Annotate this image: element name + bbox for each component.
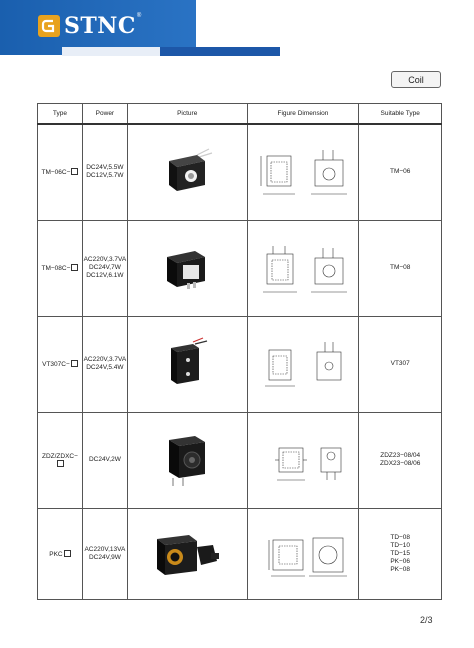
picture-cell xyxy=(127,220,247,316)
header-picture: Picture xyxy=(127,104,247,125)
checkbox-icon xyxy=(57,460,64,467)
type-cell: VT307C− xyxy=(38,316,83,412)
type-cell: TM−06C− xyxy=(38,124,83,220)
table-row xyxy=(38,316,442,412)
header-stripe-light xyxy=(62,47,162,56)
picture-cell xyxy=(127,412,247,508)
header-stripe xyxy=(160,47,280,56)
coil-photo-icon xyxy=(147,527,227,581)
suitable-cell: TM−08 xyxy=(359,220,442,316)
checkbox-icon xyxy=(71,360,78,367)
checkbox-icon xyxy=(71,264,78,271)
header-power: Power xyxy=(82,104,127,125)
power-cell: AC220V,13VA DC24V,9W xyxy=(82,508,127,599)
dimension-drawing-icon xyxy=(253,334,353,394)
type-cell: PKC xyxy=(38,508,83,599)
table-row xyxy=(38,124,442,220)
dimension-cell xyxy=(247,412,359,508)
checkbox-icon xyxy=(71,168,78,175)
power-cell: DC24V,5.5W DC12V,5.7W xyxy=(82,124,127,220)
type-cell: TM−08C− xyxy=(38,220,83,316)
dimension-cell xyxy=(247,220,359,316)
picture-cell xyxy=(127,316,247,412)
dimension-cell xyxy=(247,124,359,220)
dimension-drawing-icon xyxy=(253,524,353,584)
type-cell: ZDZ/ZDXC− xyxy=(38,412,83,508)
dimension-cell xyxy=(247,316,359,412)
dimension-drawing-icon xyxy=(253,430,353,490)
power-cell: DC24V,2W xyxy=(82,412,127,508)
header-type: Type xyxy=(38,104,83,125)
coil-photo-icon xyxy=(157,243,217,293)
suitable-cell: VT307 xyxy=(359,316,442,412)
section-label: Coil xyxy=(391,71,441,88)
table-row xyxy=(38,220,442,316)
table-header-row xyxy=(38,104,442,125)
brand-name: STNC xyxy=(64,13,136,39)
power-cell: AC220V,3.7VA DC24V,7W DC12V,6.1W xyxy=(82,220,127,316)
header-figure-dimension: Figure Dimension xyxy=(247,104,359,125)
suitable-cell: TD−08 TD−10 TD−15 PK−06 PK−08 xyxy=(359,508,442,599)
dimension-drawing-icon xyxy=(253,142,353,202)
picture-cell xyxy=(127,124,247,220)
coil-photo-icon xyxy=(155,430,219,490)
power-cell: AC220V,3.7VA DC24V,5.4W xyxy=(82,316,127,412)
checkbox-icon xyxy=(64,550,71,557)
coil-photo-icon xyxy=(157,336,217,392)
dimension-cell xyxy=(247,508,359,599)
registered-mark: ® xyxy=(136,13,142,19)
suitable-cell: ZDZ23−08/04 ZDX23−08/06 xyxy=(359,412,442,508)
table-row xyxy=(38,508,442,599)
logo-mark-icon xyxy=(38,15,60,37)
coil-spec-table xyxy=(37,103,442,600)
suitable-cell: TM−06 xyxy=(359,124,442,220)
picture-cell xyxy=(127,508,247,599)
header-suitable-type: Suitable Type xyxy=(359,104,442,125)
brand-logo xyxy=(38,13,141,39)
dimension-drawing-icon xyxy=(253,238,353,298)
page-number: 2/3 xyxy=(420,615,433,625)
table-row xyxy=(38,412,442,508)
coil-photo-icon xyxy=(157,147,217,197)
